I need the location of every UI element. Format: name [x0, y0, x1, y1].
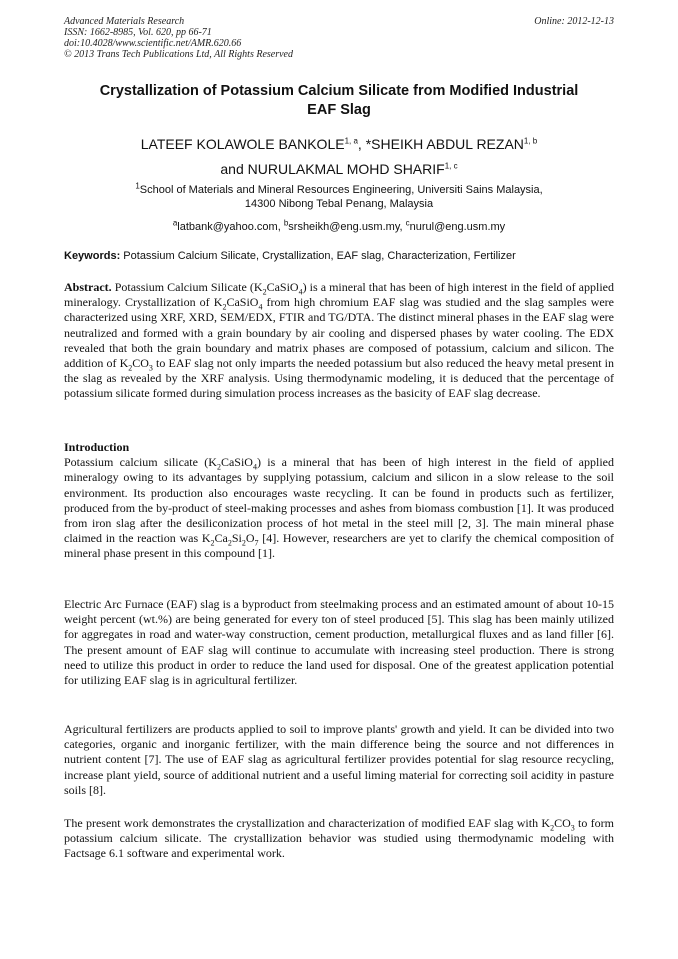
authors-line-2	[64, 157, 614, 182]
abstract-label: Abstract.	[64, 280, 112, 294]
introduction-paragraph-3: Agricultural fertilizers are products applied to soil to improve plants' growth and yield. It can be divided into two categories, organic and inorganic fertilizer, with the main difference being the source and not differences in nutrient content [7]. The use of EAF slag as agricultural fertilizer provides potential for slag resource recycling, increase plant yield, source of additional nutrient and a useful liming material for correcting soil acidity in pasture soils [8].	[64, 722, 614, 797]
author-1: LATEEF KOLAWOLE BANKOLE	[140, 136, 345, 152]
affiliation	[64, 183, 614, 211]
paper-title	[64, 82, 614, 120]
keywords	[64, 249, 614, 263]
affiliation-line-2: 14300 Nibong Tebal Penang, Malaysia	[244, 198, 434, 210]
affiliation-mark: 1	[135, 181, 140, 191]
affiliation-line-1: School of Materials and Mineral Resources Engineering, Universiti Sains Malaysia,	[139, 184, 543, 196]
email-b: srsheikh@eng.usm.my,	[288, 221, 406, 233]
author-separator: ,	[357, 136, 366, 152]
authors-line-1	[64, 132, 614, 157]
issn-line: ISSN: 1662-8985, Vol. 620, pp 66-71	[64, 27, 212, 38]
introduction-paragraph-1: Potassium calcium silicate $(K_2CaSiO_4)$ is a mineral that has been of high interest in the field of applied mineralogy owing to its advantages by supplying potassium, calcium and silicon in a slow release to the soil environment. Its production also encourages waste recycling. It can be found in products such as fertilizer, produced from the by-product of steel-making processes and ashes from biomass combustion [1]. It was produced from iron slag after the desiliconization process of hot metal in the steel mill [2, 3]. The main mineral phase claimed in the reaction was $K_2Ca_2Si_2O_7$ [4]. However, researchers are yet to clarify the chemical composition of mineral phase present in this compound [1].	[64, 455, 615, 561]
email-a: latbank@yahoo.com,	[177, 221, 284, 233]
journal-header	[64, 16, 614, 60]
introduction-paragraph-2: Electric Arc Furnace (EAF) slag is a byproduct from steelmaking process and an estimated amount of about 10-15 weight percent (wt.%) are being generated for every ton of steel produced [5]. This slag has been mainly utilized for aggregates in road and water-way construction, cement production, metallurgical fluxes and as land filler [6]. The present amount of EAF slag will continue to accumulate with increasing steel production. There is strong need to utilize this product in order to reduce the land used for disposal. One of the greatest application potential for utilizing EAF slag is in agricultural fertilizer.	[64, 597, 614, 688]
author-2-affiliation-mark: 1, b	[523, 136, 538, 146]
keywords-text: Potassium Calcium Silicate, Crystallization, EAF slag, Characterization, Fertilizer	[120, 250, 516, 262]
doi-line: doi:10.4028/www.scientific.net/AMR.620.66	[64, 38, 242, 49]
author-3-affiliation-mark: 1, c	[444, 161, 458, 171]
abstract: Abstract. Potassium Calcium Silicate $(K_2CaSiO_4)$ is a mineral that has been of high interest in the field of applied mineralogy. Crystallization of $K_2CaSiO_4$ from high chromium EAF slag was studied and the slag samples were characterized using XRF, XRD, SEM/EDX, FTIR and TG/DTA. The distinct mineral phases in the EAF slag were neutralized and formed with a grain boundary by air cooling and dispersed phases by water cooling. The EDX revealed that both the grain boundary and matrix phases are composed of potassium, calcium and silicon. The addition of $K_2CO_3$ to EAF slag not only imparts the needed potassium but also reduced the heavy metal present in the slag as revealed by the XRF analysis. Using thermodynamic modeling, it is deduced that the percentage of potassium silicate formed during simulation process increases as the basicity of EAF slag decrease.	[64, 280, 615, 401]
author-conjunction: and	[220, 161, 248, 177]
title-line-1: Crystallization of Potassium Calcium Silicate from Modified Industrial	[99, 83, 579, 99]
introduction-heading: Introduction	[64, 440, 130, 454]
email-list: $^a$latbank@yahoo.com, $^b$srsheikh@eng.usm.my, $^c$nurul@eng.usm.my	[172, 218, 506, 233]
author-3: NURULAKMAL MOHD SHARIF	[247, 161, 445, 177]
introduction-section	[64, 440, 614, 562]
online-date: Online: 2012-12-13	[534, 16, 614, 27]
introduction-paragraph-4: The present work demonstrates the crystallization and characterization of modified EAF slag with $K_2CO_3$ to form potassium calcium silicate. The crystallization behavior was studied using thermodynamic modeling with Factsage 6.1 software and experimental work.	[64, 816, 614, 861]
journal-name: Advanced Materials Research	[64, 16, 185, 27]
email-c: nurul@eng.usm.my	[409, 221, 506, 233]
author-2: *SHEIKH ABDUL REZAN	[365, 136, 524, 152]
keywords-label: Keywords:	[64, 250, 121, 262]
title-line-2: EAF Slag	[307, 102, 371, 118]
copyright-line: © 2013 Trans Tech Publications Ltd, All Rights Reserved	[64, 49, 293, 60]
author-1-affiliation-mark: 1, a	[344, 136, 358, 146]
author-list	[64, 132, 614, 182]
